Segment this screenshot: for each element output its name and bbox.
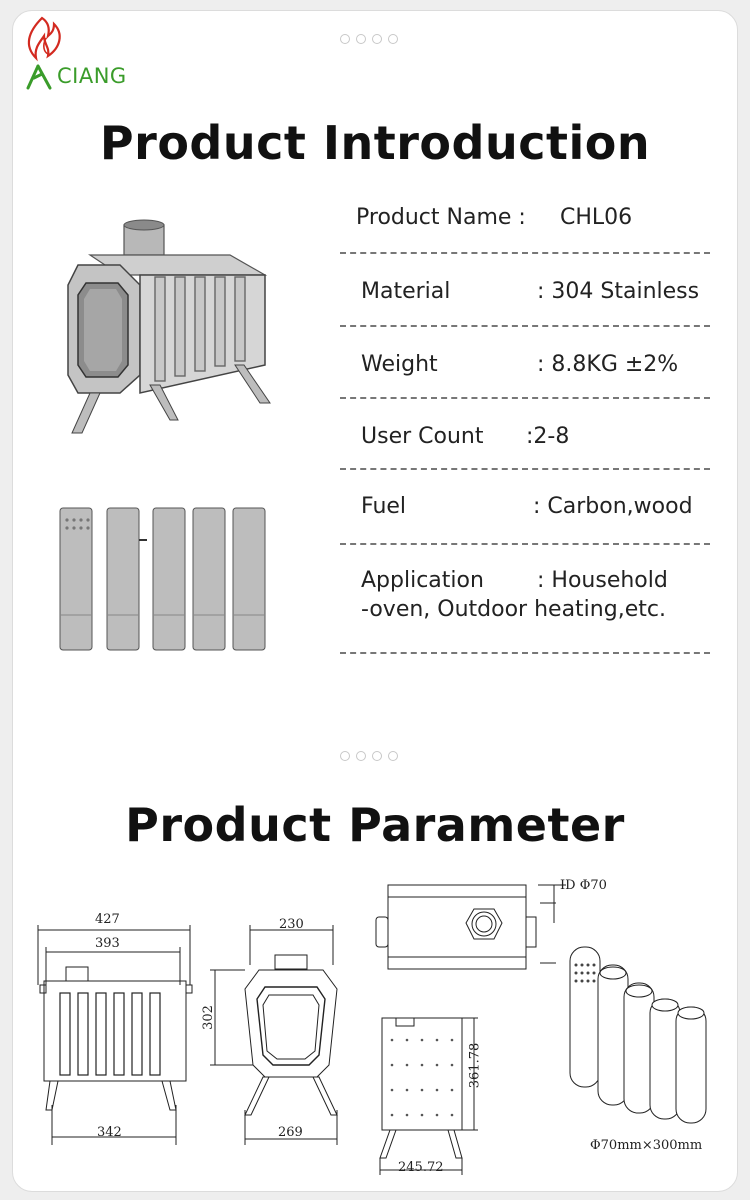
spec-material-value: : 304 Stainless bbox=[537, 279, 700, 304]
pager-dot bbox=[372, 34, 382, 44]
side-view-drawing bbox=[205, 915, 355, 1150]
divider bbox=[340, 397, 710, 399]
spec-fuel-label: Fuel bbox=[361, 494, 407, 519]
spec-fuel-value: : Carbon,wood bbox=[533, 494, 693, 519]
pager-dot bbox=[388, 751, 398, 761]
back-view-drawing bbox=[372, 1010, 492, 1180]
divider bbox=[340, 543, 710, 545]
dim-front-base: 342 bbox=[97, 1125, 122, 1140]
divider bbox=[340, 325, 710, 327]
dim-front-width-outer: 427 bbox=[95, 912, 120, 927]
top-view-drawing bbox=[370, 875, 570, 975]
divider bbox=[340, 652, 710, 654]
divider bbox=[340, 468, 710, 470]
dim-side-top: 230 bbox=[279, 917, 304, 932]
section-title-introduction: Product Introduction bbox=[99, 116, 651, 170]
pager-dot bbox=[340, 751, 350, 761]
brand-name: CIANG bbox=[57, 64, 127, 88]
pager-dot bbox=[356, 751, 366, 761]
dim-front-width-inner: 393 bbox=[95, 936, 120, 951]
spec-name-value: CHL06 bbox=[560, 205, 633, 230]
spec-name-label: Product Name : bbox=[356, 205, 526, 230]
stove-product-image bbox=[60, 215, 280, 440]
pipes-drawing bbox=[568, 935, 718, 1130]
dim-side-base: 269 bbox=[278, 1125, 303, 1140]
divider bbox=[340, 252, 710, 254]
dim-top-pipe-id: ID Φ70 bbox=[560, 878, 607, 893]
spec-application-value-cont: -oven, Outdoor heating,etc. bbox=[361, 597, 666, 622]
pager-dots bbox=[340, 34, 398, 44]
dim-back-base: 245.72 bbox=[398, 1160, 444, 1175]
pager-dot bbox=[372, 751, 382, 761]
spec-users-label: User Count bbox=[361, 424, 484, 449]
pager-dot bbox=[388, 34, 398, 44]
chimney-pipes-image bbox=[55, 500, 270, 655]
pager-dots bbox=[340, 751, 398, 761]
spec-application-label: Application bbox=[361, 568, 484, 593]
pager-dot bbox=[356, 34, 366, 44]
section-title-parameter: Product Parameter bbox=[125, 798, 625, 852]
dim-back-height: 361.78 bbox=[467, 1042, 483, 1089]
spec-users-value: :2-8 bbox=[526, 424, 570, 449]
spec-weight-label: Weight bbox=[361, 352, 438, 377]
pager-dot bbox=[340, 34, 350, 44]
pipe-size-caption: Φ70mm×300mm bbox=[590, 1138, 703, 1153]
dim-side-height: 302 bbox=[200, 1005, 216, 1030]
spec-application-value: : Household bbox=[537, 568, 668, 593]
spec-material-label: Material bbox=[361, 279, 451, 304]
spec-weight-value: : 8.8KG ±2% bbox=[537, 352, 679, 377]
